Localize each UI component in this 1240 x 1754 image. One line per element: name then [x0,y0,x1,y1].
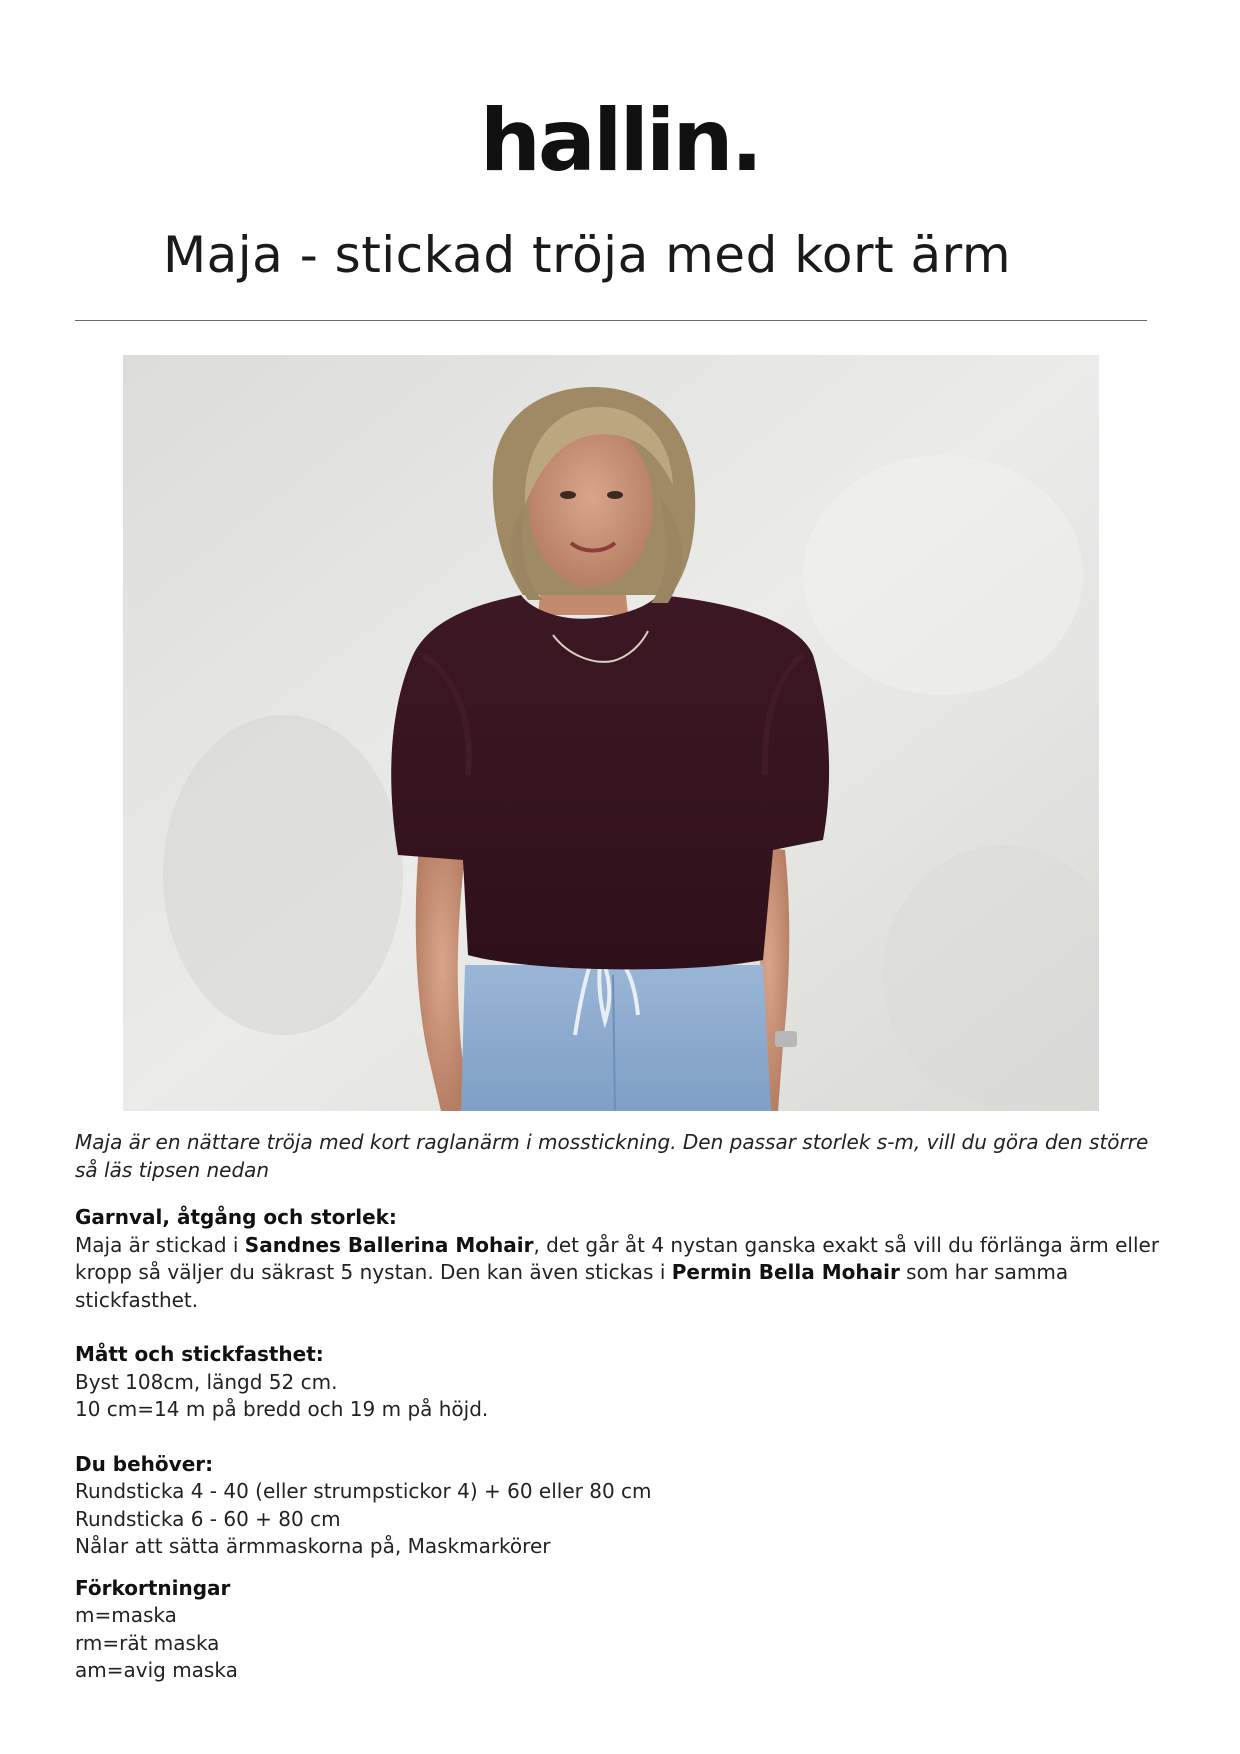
matt-line: 10 cm=14 m på bredd och 19 m på höjd. [75,1397,489,1421]
behover-line: Rundsticka 6 - 60 + 80 cm [75,1506,341,1531]
pattern-details [75,1204,1185,1685]
garnval-text-3: som har samma stickfasthet. [75,1260,1069,1312]
garnval-paragraph [75,1232,1185,1315]
abbreviation-line: am=avig maska [75,1658,238,1682]
matt-line: Byst 108cm, längd 52 cm. [75,1369,338,1394]
behover-line: Rundsticka 4 - 40 (eller strumpstickor 4) + 60 eller 80 cm [75,1479,652,1503]
section-heading-matt: Mått och stickfasthet: [75,1342,324,1366]
section-heading-behover: Du behöver: [75,1451,214,1476]
section-heading-forkortningar: Förkortningar [75,1575,231,1600]
garnval-text-2: , det går åt 4 nystan ganska exakt så vill du förlänga ärm eller kropp så väljer du säkrast 5 nystan. Den kan även stickas i [75,1232,1160,1284]
yarn-name-sandnes: Sandnes Ballerina Mohair [244,1232,534,1257]
behover-line: Nålar att sätta ärmmaskorna på, Maskmarkörer [75,1534,551,1558]
garnval-text-1: Maja är stickad i [75,1232,245,1257]
jeans [461,965,771,1111]
page-title: Maja - stickad tröja med kort ärm [163,226,1012,284]
brand-logo: hallin. [479,91,761,191]
abbreviation-line: m=maska [75,1603,177,1627]
yarn-name-permin: Permin Bella Mohair [671,1260,900,1284]
intro-text: Maja är en nättare tröja med kort raglanärm i mosstickning. Den passar storlek s-m, vill du göra den större så läs tipsen nedan [75,1130,1149,1182]
abbreviation-line: rm=rät maska [75,1630,220,1655]
section-heading-garnval: Garnval, åtgång och storlek: [75,1205,397,1229]
product-photo [123,355,1099,1111]
title-divider [75,320,1147,321]
